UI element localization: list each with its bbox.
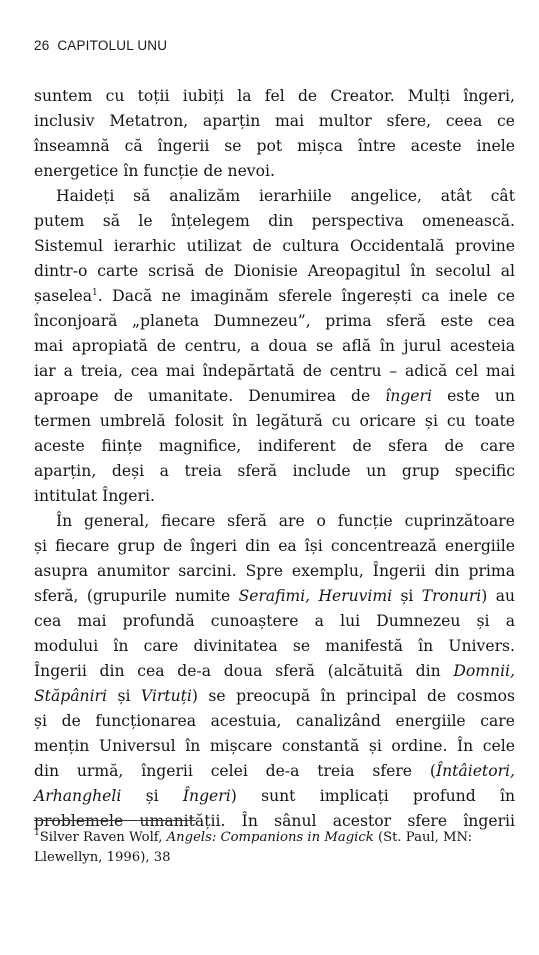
text-line	[34, 759, 515, 784]
footnote-marker: 1	[34, 828, 40, 838]
text-line: aceste ființe magnifice, indiferent de sfera de care	[34, 437, 515, 455]
italic-term: îngeri	[385, 387, 432, 405]
footnote	[34, 828, 515, 868]
chapter-title: CAPITOLUL UNU	[57, 38, 168, 53]
text-line: și fiecare grup de îngeri din ea își concentrează energiile	[34, 537, 515, 555]
paragraph-2	[34, 184, 515, 509]
text-line: suntem cu toții iubiți la fel de Creator. Mulți îngeri,	[34, 87, 515, 105]
footnote-book-title: Angels: Companions in Magick	[166, 830, 374, 845]
italic-term: Serafimi, Heruvimi	[238, 587, 393, 605]
italic-term: Domnii,	[453, 662, 515, 680]
text-fragment: Îngerii din cea de-a doua sferă (alcătuită din	[34, 662, 454, 680]
text-line: inclusiv Metatron, aparțin mai multor sfere, ceea ce	[34, 112, 515, 130]
italic-term: Îngeri	[182, 787, 231, 805]
italic-term: Stăpâniri	[34, 687, 107, 705]
text-line	[34, 659, 515, 684]
text-line: mențin Universul în mișcare constantă și ordine. În cele	[34, 737, 515, 755]
text-line: dintr-o carte scrisă de Dionisie Areopagitul în secolul al	[34, 262, 515, 280]
text-fragment: este un	[431, 387, 515, 405]
text-line: iar a treia, cea mai îndepărtată de centru – adică cel mai	[34, 362, 515, 380]
text-line: termen umbrelă folosit în legătură cu oricare și cu toate	[34, 412, 515, 430]
text-line: aparțin, deși a treia sferă include un grup specific	[34, 462, 515, 480]
text-fragment: . Dacă ne imaginăm sferele îngerești ca inele ce	[97, 287, 515, 305]
text-line: cea mai profundă cunoaștere a lui Dumnezeu și a	[34, 612, 515, 630]
text-line: energetice în funcție de nevoi.	[34, 162, 275, 180]
page-number: 26	[34, 38, 50, 53]
paragraph-3	[34, 509, 515, 834]
page-body	[34, 84, 515, 834]
text-line: În general, fiecare sferă are o funcție cuprinzătoare	[56, 512, 515, 530]
text-fragment: și	[107, 687, 141, 705]
text-line	[34, 684, 515, 709]
running-header	[34, 38, 167, 53]
text-line: modului în care divinitatea se manifestă în Univers.	[34, 637, 515, 655]
text-fragment: ) sunt implicați profund în	[230, 787, 515, 805]
text-line	[34, 584, 515, 609]
footnote-ref: 1	[92, 288, 98, 298]
footnote-line	[34, 828, 515, 848]
text-line: mai apropiată de centru, a doua se află în jurul acesteia	[34, 337, 515, 355]
text-line: asupra anumitor sarcini. Spre exemplu, Îngerii din prima	[34, 562, 515, 580]
italic-term: Arhangheli	[34, 787, 122, 805]
text-line: înconjoară „planeta Dumnezeu”, prima sferă este cea	[34, 312, 515, 330]
text-fragment: aproape de umanitate. Denumirea de	[34, 387, 386, 405]
italic-term: Întâietori,	[435, 762, 515, 780]
text-line: intitulat Îngeri.	[34, 487, 155, 505]
text-fragment: ) se preocupă în principal de cosmos	[191, 687, 515, 705]
footnote-publication: (St. Paul, MN:	[373, 830, 473, 845]
text-line: și de funcționarea acestuia, canalizând energiile care	[34, 712, 515, 730]
text-fragment: și	[392, 587, 422, 605]
text-fragment: ) au	[481, 587, 515, 605]
paragraph-1	[34, 84, 515, 184]
text-fragment: și	[121, 787, 183, 805]
footnote-author: Silver Raven Wolf,	[39, 830, 167, 845]
text-line	[34, 784, 515, 809]
text-fragment: sferă, (grupurile numite	[34, 587, 239, 605]
text-fragment: șaselea	[34, 287, 93, 305]
text-line: Haideți să analizăm ierarhiile angelice, atât cât	[56, 187, 515, 205]
text-line: înseamnă că îngerii se pot mișca între aceste inele	[34, 137, 515, 155]
text-line	[34, 284, 515, 309]
footnote-divider	[34, 820, 196, 821]
text-line: Sistemul ierarhic utilizat de cultura Occidentală provine	[34, 237, 515, 255]
text-line: problemele umanității. În sânul acestor sfere îngerii	[34, 812, 515, 830]
text-fragment: din urmă, îngerii celei de-a treia sfere (	[34, 762, 436, 780]
text-line	[34, 384, 515, 409]
italic-term: Virtuți	[140, 687, 192, 705]
italic-term: Tronuri	[421, 587, 482, 605]
footnote-line: Llewellyn, 1996), 38	[34, 850, 171, 865]
text-line: putem să le înțelegem din perspectiva omenească.	[34, 212, 515, 230]
